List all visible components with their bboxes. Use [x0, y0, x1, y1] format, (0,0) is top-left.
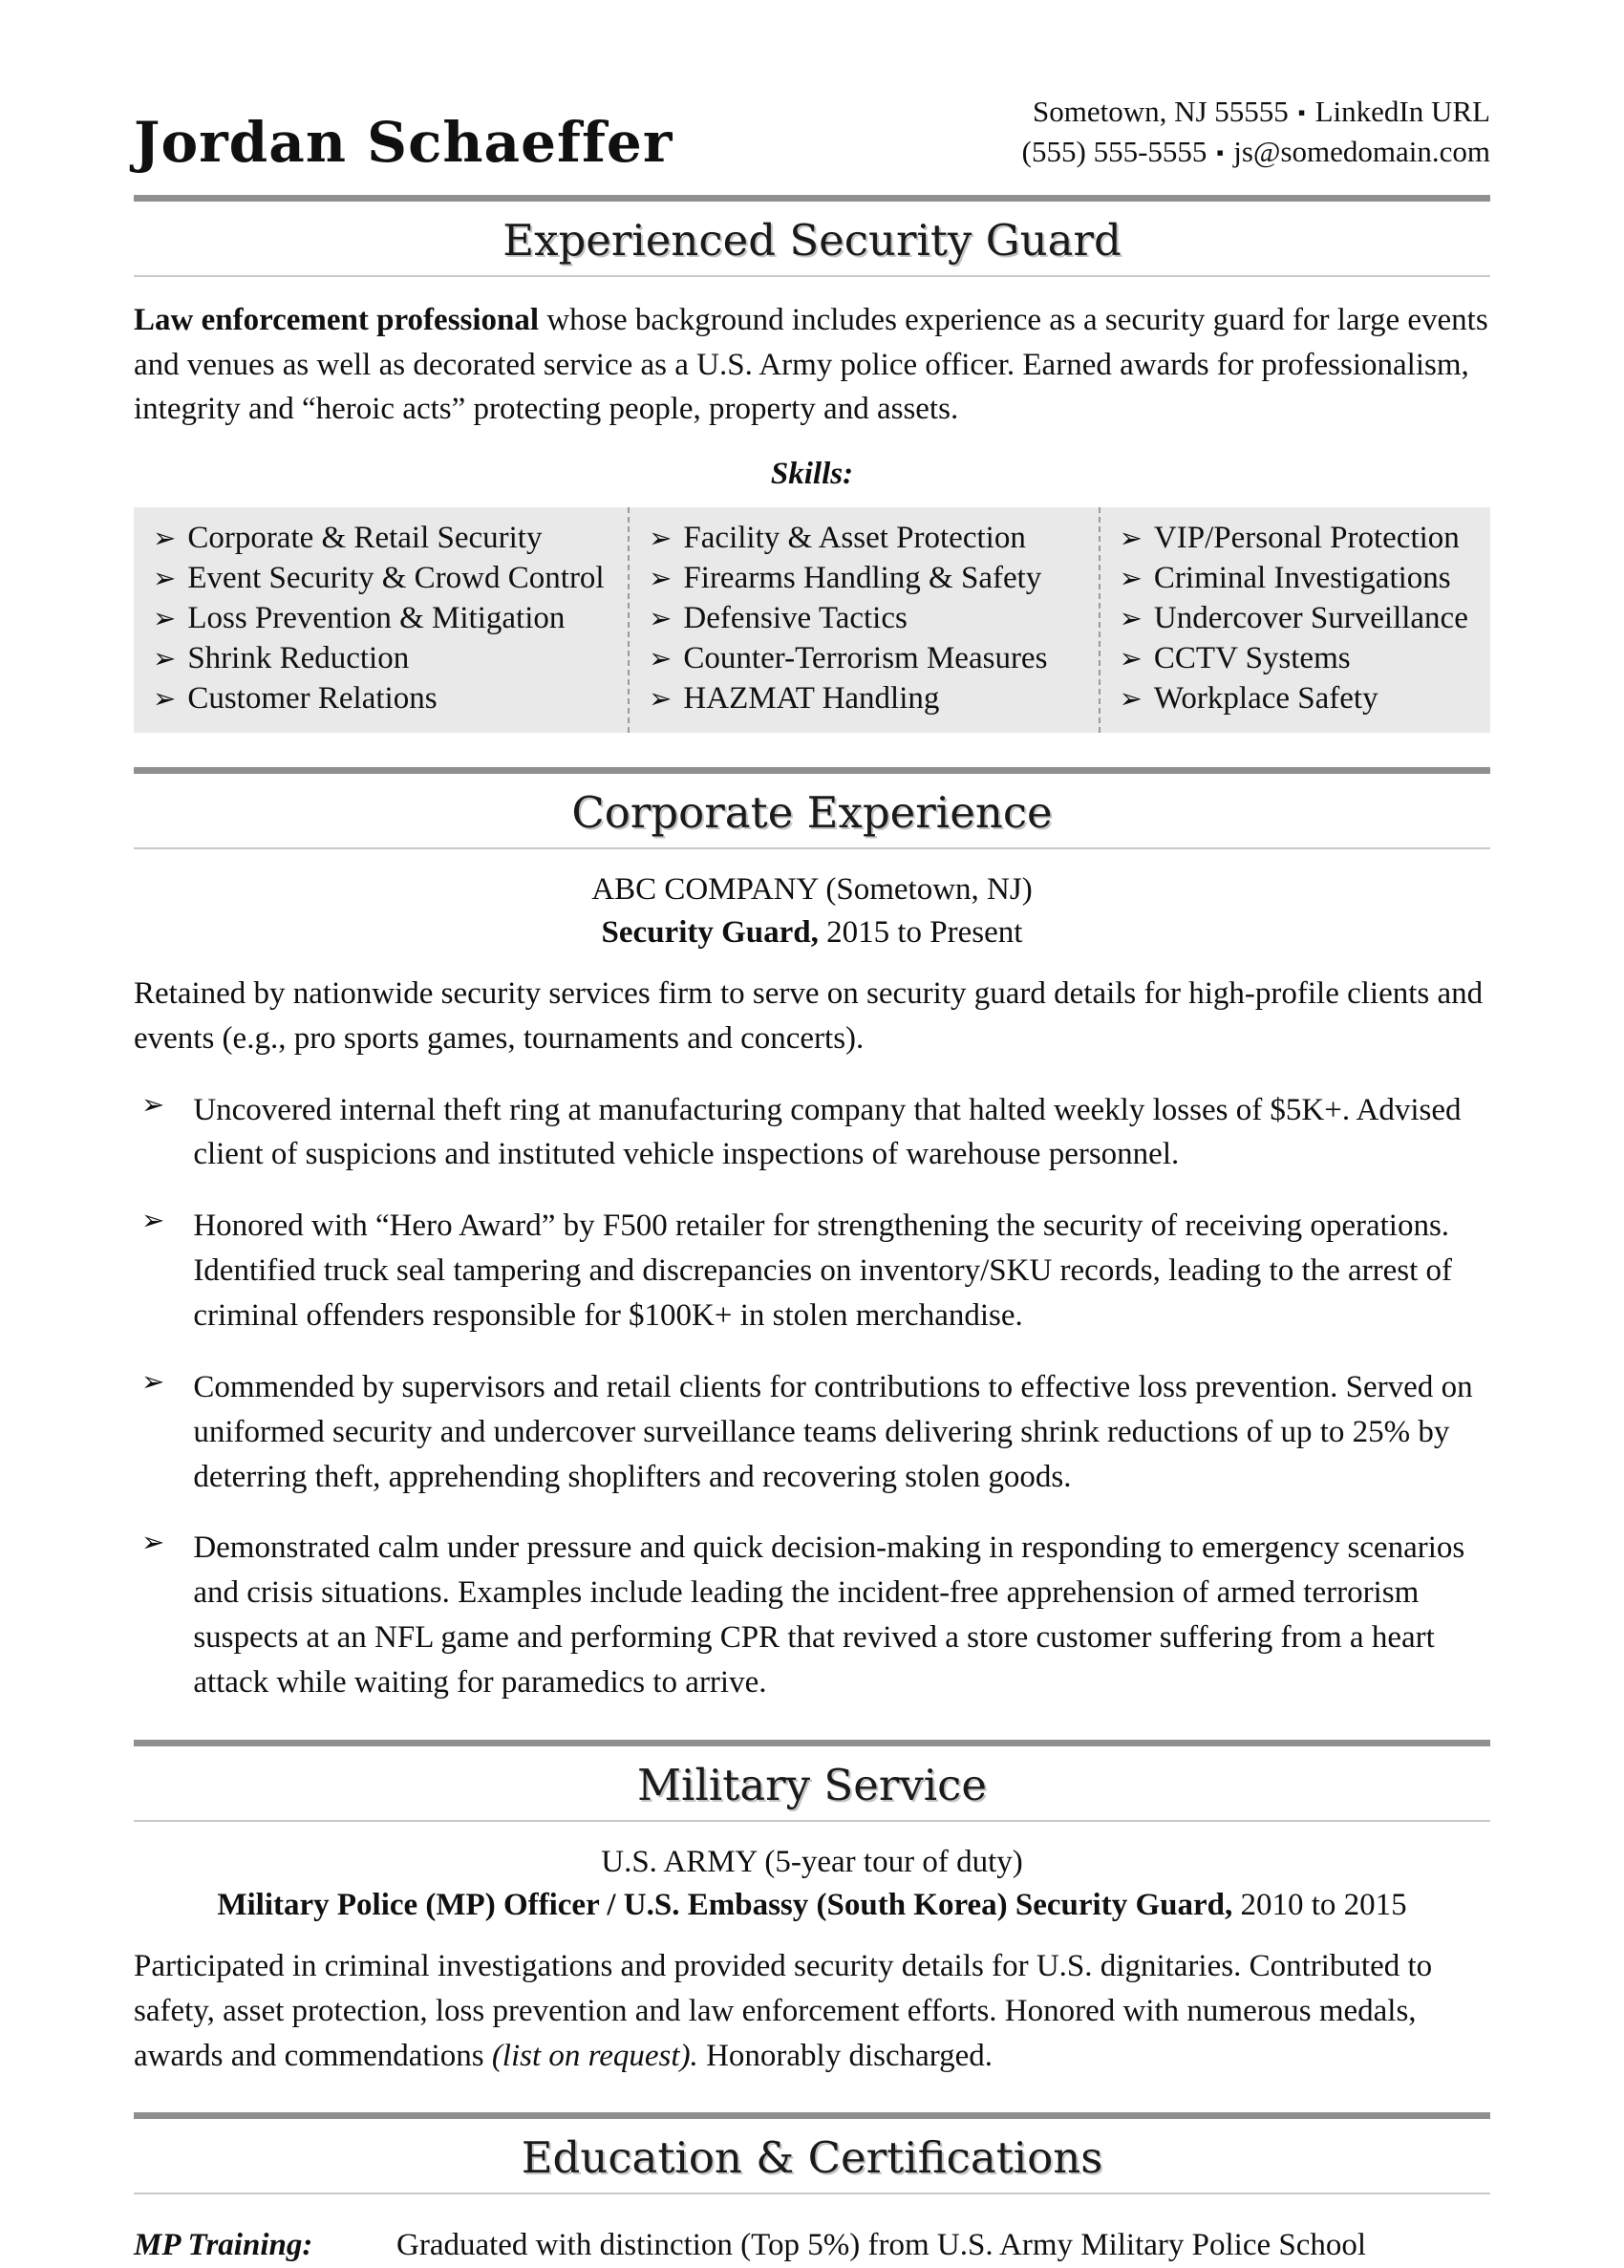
- skill-item: [1120, 519, 1483, 559]
- arrow-bullet-icon: ➢: [153, 562, 177, 595]
- experience-bullet: [134, 1088, 1490, 1178]
- contact-block: [1022, 92, 1490, 172]
- arrow-bullet-icon: ➢: [649, 641, 673, 674]
- candidate-name: Jordan Schaeffer: [134, 109, 673, 175]
- skill-label: Workplace Safety: [1153, 680, 1378, 716]
- military-text-pre: Participated in criminal investigations and provided security details for U.S. dignitaries. Contributed to safety, asset protection, loss prevention and law enforcement efforts. Honored with numerous medals, awards and commendations: [134, 1948, 1433, 2073]
- arrow-bullet-icon: ➢: [1119, 681, 1143, 715]
- summary-paragraph: [134, 298, 1490, 433]
- skills-column-2: [628, 507, 1098, 733]
- skill-item: [153, 679, 620, 719]
- skill-item: [649, 559, 1090, 599]
- section-underline: [134, 1820, 1490, 1822]
- section-title-corporate: Corporate Experience: [571, 786, 1053, 838]
- section-underline: [134, 847, 1490, 849]
- header-divider: [134, 195, 1490, 202]
- skills-heading: Skills:: [770, 457, 854, 492]
- contact-linkedin: LinkedIn URL: [1314, 95, 1490, 128]
- skill-item: [649, 679, 1090, 719]
- skill-label: Corporate & Retail Security: [187, 521, 543, 556]
- arrow-bullet-icon: ➢: [649, 681, 673, 715]
- skill-label: Event Security & Crowd Control: [187, 561, 605, 596]
- skill-item: [153, 519, 620, 559]
- arrow-bullet-icon: ➢: [649, 522, 673, 555]
- military-role-line: [134, 1888, 1490, 1923]
- skill-label: Counter-Terrorism Measures: [683, 640, 1048, 675]
- skill-label: Facility & Asset Protection: [683, 521, 1026, 556]
- arrow-bullet-icon: ➢: [649, 562, 673, 595]
- resume-headline: Experienced Security Guard: [502, 214, 1122, 266]
- skill-label: Loss Prevention & Mitigation: [187, 601, 566, 636]
- summary-rest: whose background includes experience as a security guard for large events and venues as well as decorated service as a U.S. Army police officer. Earned awards for professionalism, integrity and “heroic acts” protecting people, property and assets.: [134, 302, 1488, 427]
- military-paragraph: [134, 1944, 1490, 2079]
- section-military-service: [134, 1740, 1490, 2079]
- square-separator-icon: ▪: [1297, 100, 1306, 124]
- company-name: ABC COMPANY (Sometown, NJ): [591, 871, 1033, 907]
- skill-label: Customer Relations: [187, 680, 438, 716]
- corporate-intro: Retained by nationwide security services firm to serve on security guard details for high-profile clients and events (e.g., pro sports games, tournaments and concerts).: [134, 975, 1484, 1056]
- skills-column-1: [134, 507, 628, 733]
- section-divider: [134, 767, 1490, 774]
- section-underline: [134, 2193, 1490, 2194]
- experience-bullet-text: Honored with “Hero Award” by F500 retailer for strengthening the security of receiving operations. Identified truck seal tampering and discrepancies on inventory/SKU records, leading to the arrest of criminal offenders responsible for $100K+ in stolen merchandise.: [193, 1209, 1453, 1333]
- header: [134, 92, 1490, 175]
- contact-line-1: [1022, 92, 1490, 132]
- skill-label: Criminal Investigations: [1153, 561, 1451, 596]
- military-role-title: Military Police (MP) Officer / U.S. Embassy (South Korea) Security Guard,: [217, 1887, 1233, 1922]
- section-title-education: Education & Certifications: [521, 2132, 1103, 2184]
- section-corporate-experience: [134, 767, 1490, 1705]
- arrow-bullet-icon: ➢: [1119, 522, 1143, 555]
- arrow-bullet-icon: ➢: [141, 1087, 165, 1121]
- section-divider: [134, 2112, 1490, 2119]
- experience-bullet-text: Uncovered internal theft ring at manufacturing company that halted weekly losses of $5K+. Advised client of suspicions and instituted vehicle inspections of warehouse personnel.: [193, 1092, 1462, 1172]
- skills-column-3: [1099, 507, 1490, 733]
- arrow-bullet-icon: ➢: [649, 602, 673, 635]
- skill-label: Undercover Surveillance: [1153, 601, 1468, 636]
- contact-phone: (555) 555-5555: [1021, 134, 1207, 168]
- square-separator-icon: ▪: [1216, 139, 1225, 164]
- arrow-bullet-icon: ➢: [153, 681, 177, 715]
- arrow-bullet-icon: ➢: [141, 1364, 165, 1398]
- role-line: [134, 915, 1490, 951]
- experience-bullet: [134, 1365, 1490, 1500]
- summary-lead: Law enforcement professional: [134, 302, 540, 337]
- contact-line-2: [1022, 132, 1490, 172]
- skill-item: [1120, 639, 1483, 679]
- skill-label: Firearms Handling & Safety: [683, 561, 1042, 596]
- skill-item: [1120, 679, 1483, 719]
- skill-label: Defensive Tactics: [683, 601, 908, 636]
- arrow-bullet-icon: ➢: [1119, 602, 1143, 635]
- skill-item: [153, 639, 620, 679]
- skill-item: [649, 599, 1090, 639]
- skill-item: [153, 599, 620, 639]
- arrow-bullet-icon: ➢: [141, 1204, 165, 1237]
- military-org: U.S. ARMY (5-year tour of duty): [601, 1844, 1023, 1879]
- contact-location: Sometown, NJ 55555: [1032, 95, 1289, 128]
- skill-item: [1120, 559, 1483, 599]
- military-text-italic: (list on request).: [491, 2038, 698, 2073]
- skill-item: [1120, 599, 1483, 639]
- skill-item: [649, 639, 1090, 679]
- arrow-bullet-icon: ➢: [1119, 562, 1143, 595]
- section-title-military: Military Service: [636, 1759, 988, 1810]
- skill-label: CCTV Systems: [1153, 640, 1351, 675]
- experience-bullet-text: Commended by supervisors and retail clients for contributions to effective loss prevention. Served on uniformed security and undercover surveillance teams delivering shrink reductions of up to 25% by deterring theft, apprehending shoplifters and recovering stolen goods.: [193, 1369, 1473, 1494]
- section-divider: [134, 1740, 1490, 1746]
- skill-item: [153, 559, 620, 599]
- skill-label: HAZMAT Handling: [683, 680, 940, 716]
- military-text-post: Honorably discharged.: [697, 2038, 994, 2073]
- experience-bullet: [134, 1526, 1490, 1704]
- role-dates: 2015 to Present: [826, 914, 1023, 950]
- arrow-bullet-icon: ➢: [153, 522, 177, 555]
- education-text: Graduated with distinction (Top 5%) from U.S. Army Military Police School: [396, 2228, 1367, 2263]
- arrow-bullet-icon: ➢: [153, 641, 177, 674]
- skill-label: Shrink Reduction: [187, 640, 410, 675]
- arrow-bullet-icon: ➢: [141, 1526, 165, 1559]
- skills-grid: [134, 507, 1490, 733]
- education-label: MP Training:: [134, 2228, 313, 2263]
- arrow-bullet-icon: ➢: [1119, 641, 1143, 674]
- section-education: [134, 2112, 1490, 2268]
- skill-item: [649, 519, 1090, 559]
- contact-email: js@somedomain.com: [1233, 134, 1490, 168]
- role-title: Security Guard,: [601, 914, 819, 950]
- education-row: [134, 2223, 1490, 2268]
- skill-label: VIP/Personal Protection: [1153, 521, 1460, 556]
- arrow-bullet-icon: ➢: [153, 602, 177, 635]
- experience-bullet: [134, 1204, 1490, 1338]
- experience-bullet-text: Demonstrated calm under pressure and quick decision-making in responding to emergency scenarios and crisis situations. Examples include leading the incident-free apprehension of armed terrorism suspects at an NFL game and performing CPR that revived a store customer suffering from a heart attack while waiting for paramedics to arrive.: [193, 1530, 1465, 1700]
- military-role-dates: 2010 to 2015: [1240, 1887, 1407, 1922]
- headline-underline: [134, 275, 1490, 277]
